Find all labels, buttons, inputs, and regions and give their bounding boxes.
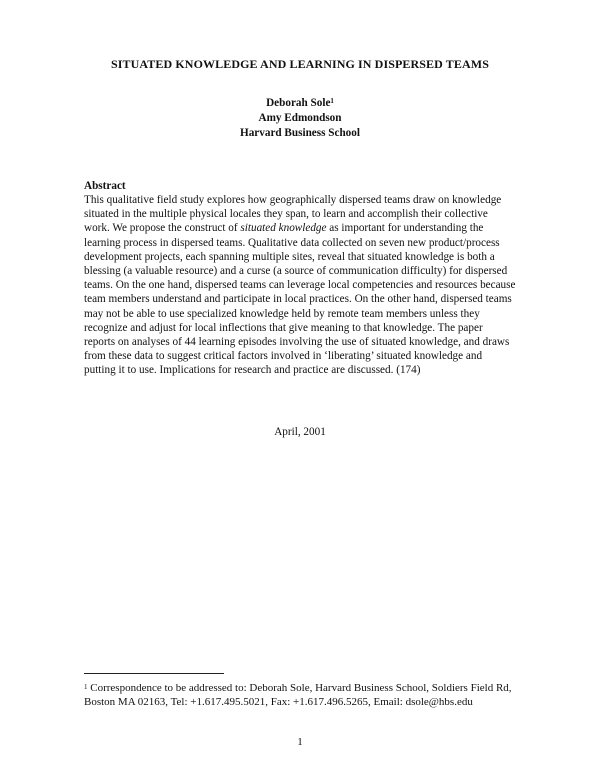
author-1-name: Deborah Sole — [266, 97, 331, 109]
abstract-heading: Abstract — [84, 180, 126, 192]
author-2: Amy Edmondson — [258, 112, 342, 124]
author-footnote-mark[interactable]: 1 — [330, 97, 334, 105]
page-number: 1 — [297, 736, 303, 748]
footnote-text: Correspondence to be addressed to: Deborah Sole, Harvard Business School, Soldiers Field Rd, Boston MA 02163, Tel: +1.617.495.5021, Fax: +1.617.496.5265, Email: dsole@hbs.edu — [84, 682, 512, 709]
footnote-mark: 1 — [84, 683, 88, 691]
abstract-text-part-1: This qualitative field study explores how geographically dispersed teams draw on knowledge situated in the multiple physical locales they span, to learn and accomplish their collective work. We propose the construct of — [84, 194, 502, 235]
abstract-text-part-2: as important for understanding the learning process in dispersed teams. Qualitative data collected on seven new product/process development projects, each spanning multiple sites, reveal that situated knowledge is both a blessing (a valuable resource) and a curse (a source of communication difficulty) for dispersed teams. On the one hand, dispersed teams can leverage local competencies and resources because team members understand and participate in local practices. On the other hand, dispersed teams may not be able to use specialized knowledge held by remote team members unless they recognize and adjust for local inflections that give meaning to that knowledge. The paper reports on analyses of 44 learning episodes involving the use of situated knowledge, and draws from these data to suggest critical factors involved in ‘liberating’ situated knowledge and putting it to use. Implications for research and practice are discussed. (174) — [84, 222, 516, 377]
abstract-body — [84, 193, 516, 378]
author-block — [0, 96, 600, 141]
footnote-divider — [84, 673, 224, 674]
affiliation: Harvard Business School — [240, 127, 360, 139]
author-1 — [0, 96, 600, 111]
paper-title: SITUATED KNOWLEDGE AND LEARNING IN DISPERSED TEAMS — [111, 57, 489, 71]
publication-date: April, 2001 — [274, 426, 326, 438]
abstract-italic-term: situated knowledge — [240, 222, 327, 235]
footnote — [84, 681, 514, 709]
